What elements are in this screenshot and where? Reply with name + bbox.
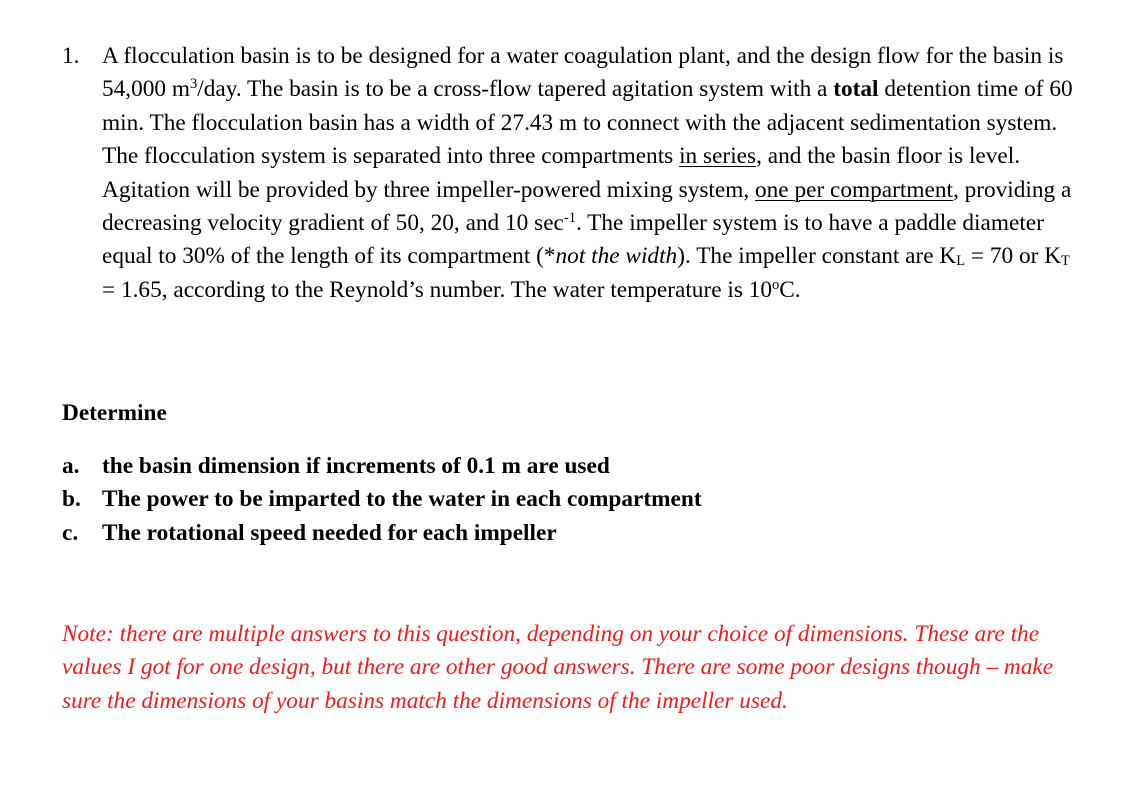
underline-in-series: in series — [679, 143, 757, 170]
italic-not-the-width: not the width — [555, 243, 678, 270]
part-text: The rotational speed needed for each impeller — [102, 519, 557, 546]
determine-heading: Determine — [62, 400, 167, 426]
part-letter: a. — [62, 453, 80, 479]
statement-text: A flocculation basin is to be designed for a water coagulation plant, and the design flow for the basin is 54,000 m — [102, 43, 1064, 103]
superscript-3: 3 — [190, 76, 198, 93]
part-b — [62, 483, 1062, 516]
parts-list — [62, 450, 1062, 550]
superscript-minus-1: -1 — [563, 210, 576, 227]
problem-number: 1. — [62, 43, 80, 69]
underline-one-per-compartment: one per compartment — [755, 176, 953, 203]
statement-text: = 70 or K — [965, 243, 1062, 270]
statement-text: = 1.65, according to the Reynold’s number. The water temperature is 10 — [102, 276, 773, 303]
part-text: The power to be imparted to the water in each compartment — [102, 486, 702, 513]
problem-statement — [102, 40, 1082, 307]
part-letter: b. — [62, 486, 81, 513]
statement-text: , and the basin floor is level. Agitation will be provided by three impeller-powered mixing system, — [102, 143, 1021, 203]
emphasis-total: total — [833, 76, 879, 103]
statement-text: . The impeller system is to have a paddle diameter equal to 30% of the length of its compartment (* — [102, 210, 1044, 270]
statement-text: ). The impeller constant are K — [677, 243, 957, 270]
part-c — [62, 517, 1062, 550]
statement-text: , providing a decreasing velocity gradient of 50, 20, and 10 sec — [102, 176, 1072, 237]
instructor-note: Note: there are multiple answers to this question, depending on your choice of dimensions. These are the values I got for one design, but there are other good answers. There are some poor designs though – make sure the dimensions of your basins match the dimensions of the impeller used. — [62, 621, 1054, 714]
subscript-l: L — [956, 253, 966, 270]
subscript-t: T — [1061, 253, 1070, 270]
part-a — [62, 450, 1062, 483]
statement-text: detention time of 60 min. The flocculation basin has a width of 27.43 m to connect with the adjacent sedimentation system. The flocculation system is separated into three compartments — [102, 76, 1073, 170]
part-text: the basin dimension if increments of 0.1 m are used — [102, 453, 610, 479]
statement-text: /day. The basin is to be a cross-flow tapered agitation system with a — [197, 76, 834, 103]
problem-1 — [62, 40, 1082, 307]
statement-text: C. — [779, 276, 801, 303]
degree-superscript: o — [772, 276, 780, 293]
part-letter: c. — [62, 519, 79, 546]
